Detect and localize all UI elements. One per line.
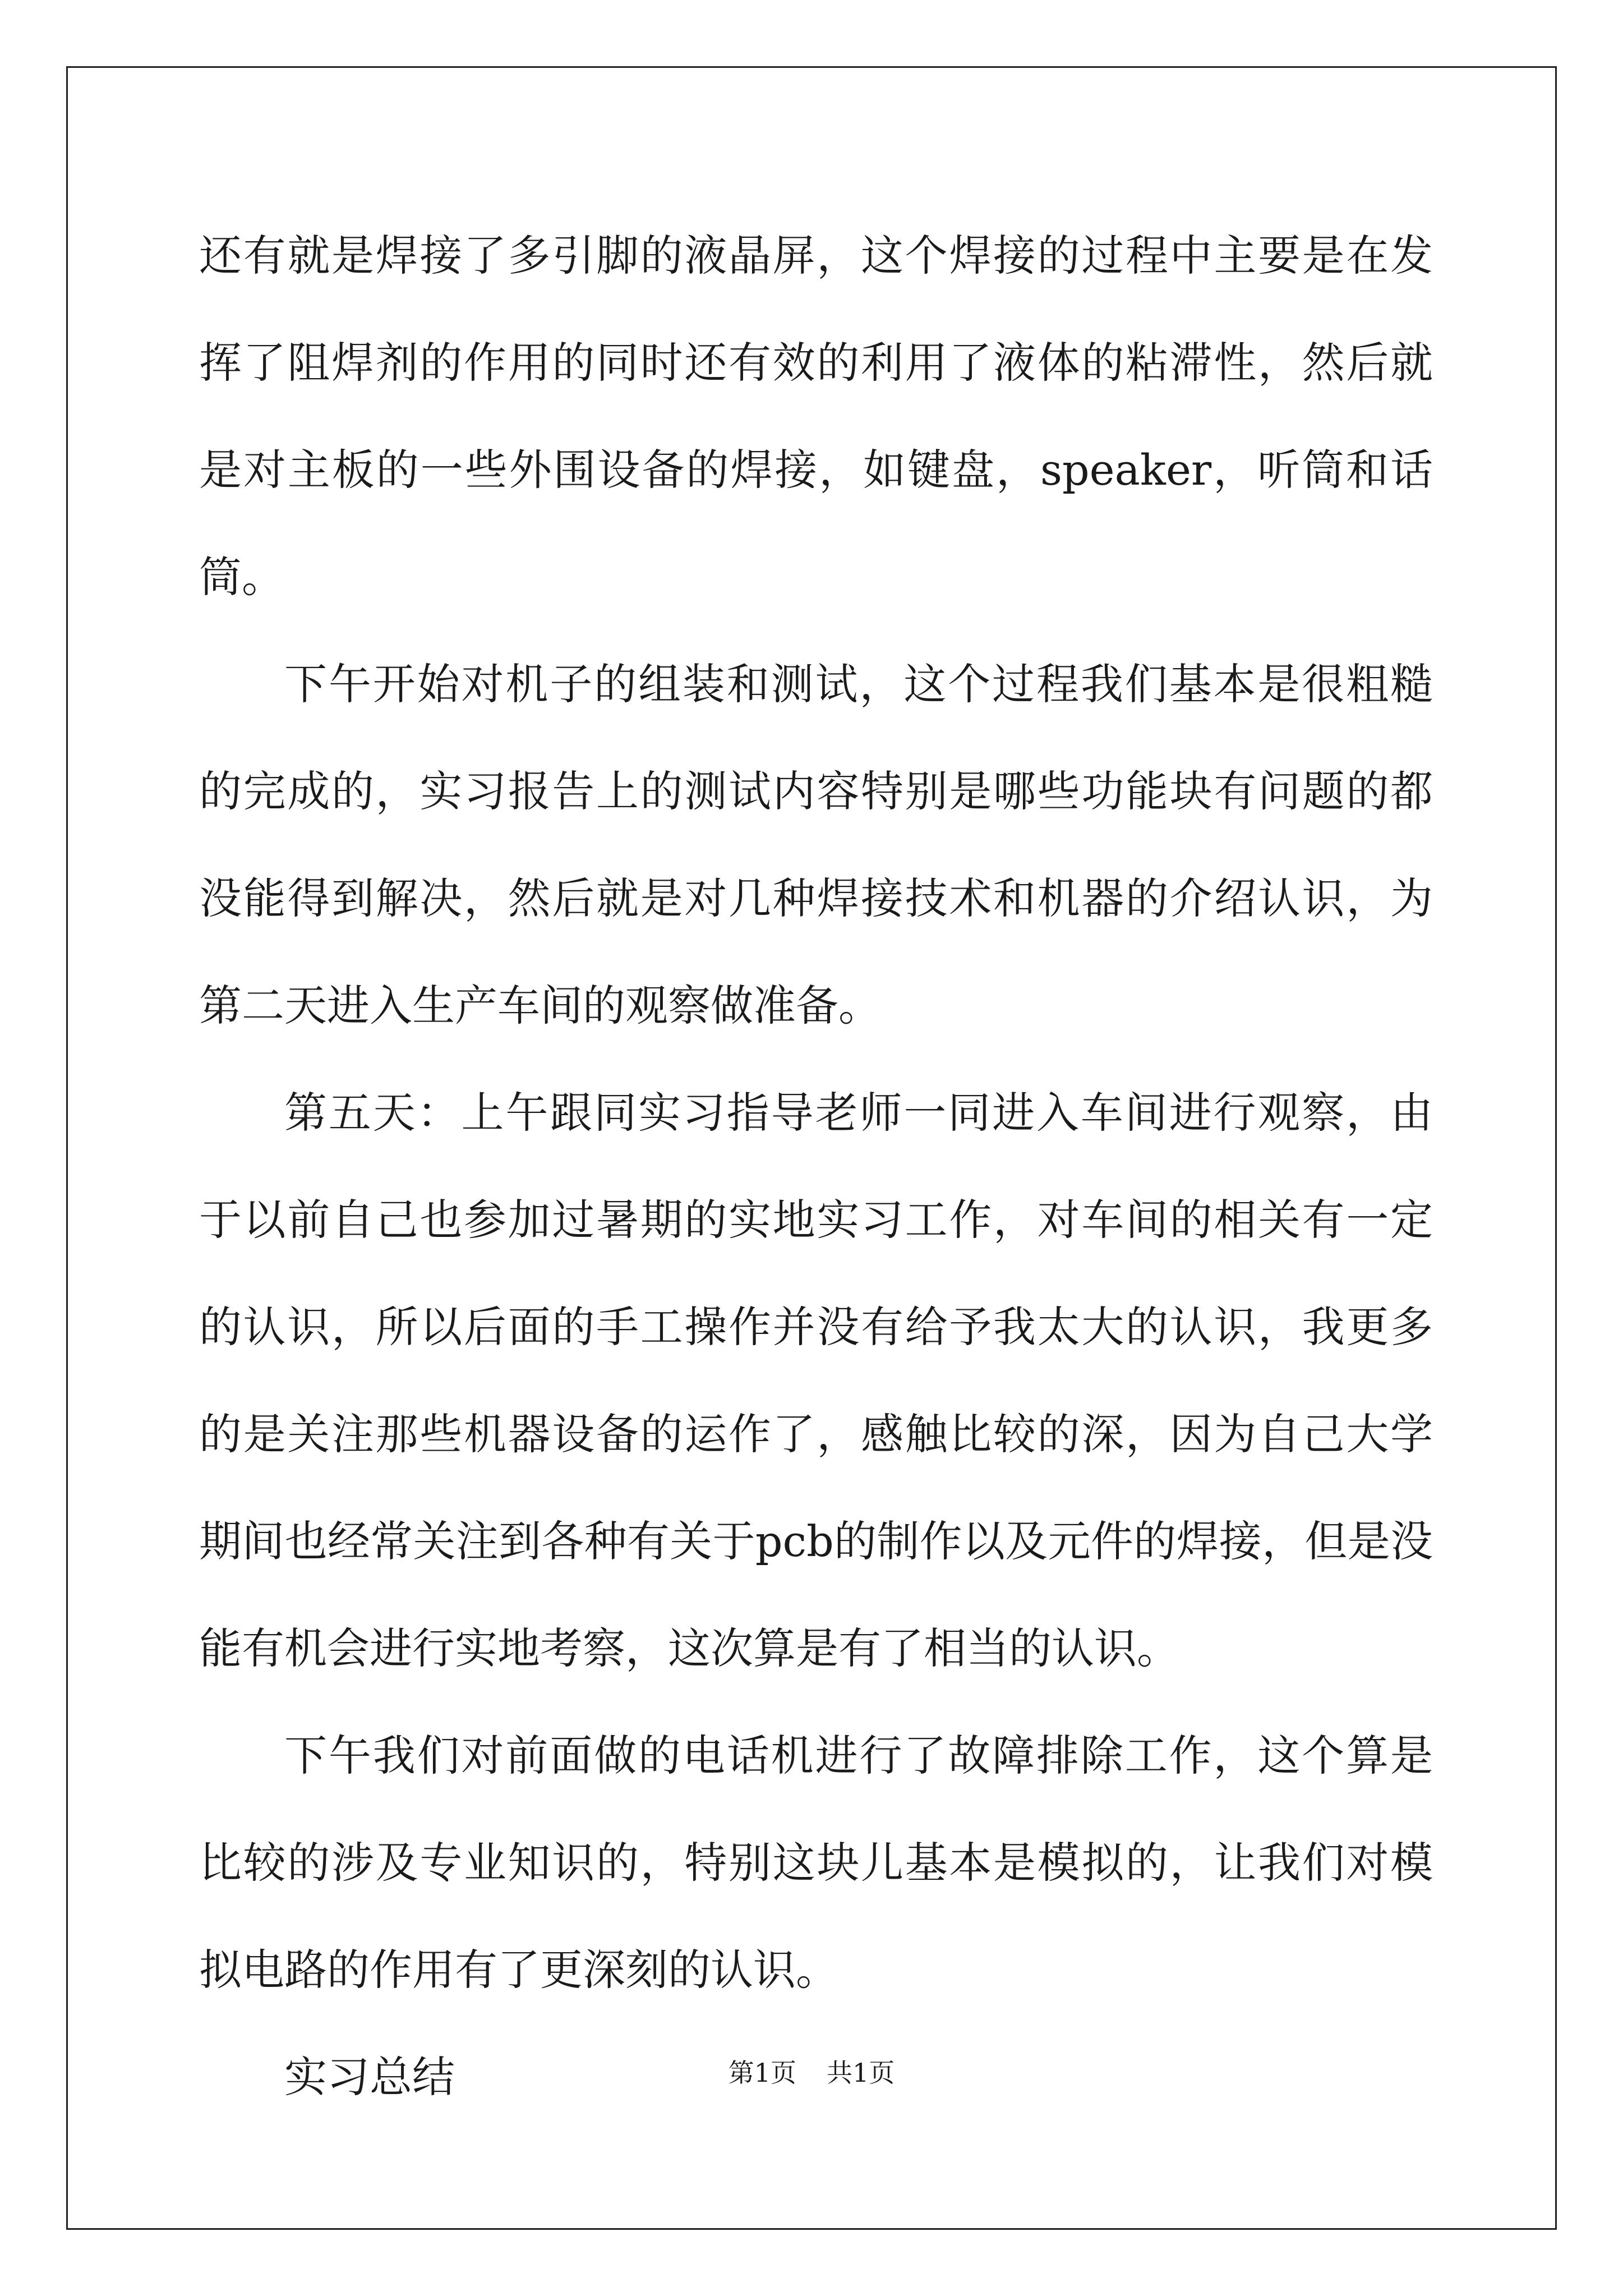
- paragraph-4: 下午我们对前面做的电话机进行了故障排除工作，这个算是比较的涉及专业知识的，特别这块儿基本是模拟的，让我们对模拟电路的作用有了更深刻的认识。: [199, 1731, 1433, 1995]
- section-heading: 实习总结: [284, 2052, 455, 2102]
- page-total: 共1页: [827, 2058, 895, 2088]
- paragraph-1: 还有就是焊接了多引脚的液晶屏，这个焊接的过程中主要是在发挥了阻焊剂的作用的同时还有效的利用了液体的粘滞性，然后就是对主板的一些外围设备的焊接，如键盘，speaker，听筒和话筒。: [199, 231, 1433, 602]
- document-body: [199, 202, 1433, 2131]
- paragraph-2: 下午开始对机子的组装和测试，这个过程我们基本是很粗糙的完成的，实习报告上的测试内容特别是哪些功能块有问题的都没能得到解决，然后就是对几种焊接技术和机器的介绍认识，为第二天进入生产车间的观察做准备。: [199, 659, 1433, 1030]
- paragraph-3: 第五天：上午跟同实习指导老师一同进入车间进行观察，由于以前自己也参加过暑期的实地实习工作，对车间的相关有一定的认识，所以后面的手工操作并没有给予我太大的认识，我更多的是关注那些机器设备的运作了，感触比较的深，因为自己大学期间也经常关注到各种有关于pcb的制作以及元件的焊接，但是没能有机会进行实地考察，这次算是有了相当的认识。: [199, 1088, 1433, 1673]
- page-footer: [0, 2056, 1623, 2090]
- page-number: 第1页: [728, 2058, 796, 2088]
